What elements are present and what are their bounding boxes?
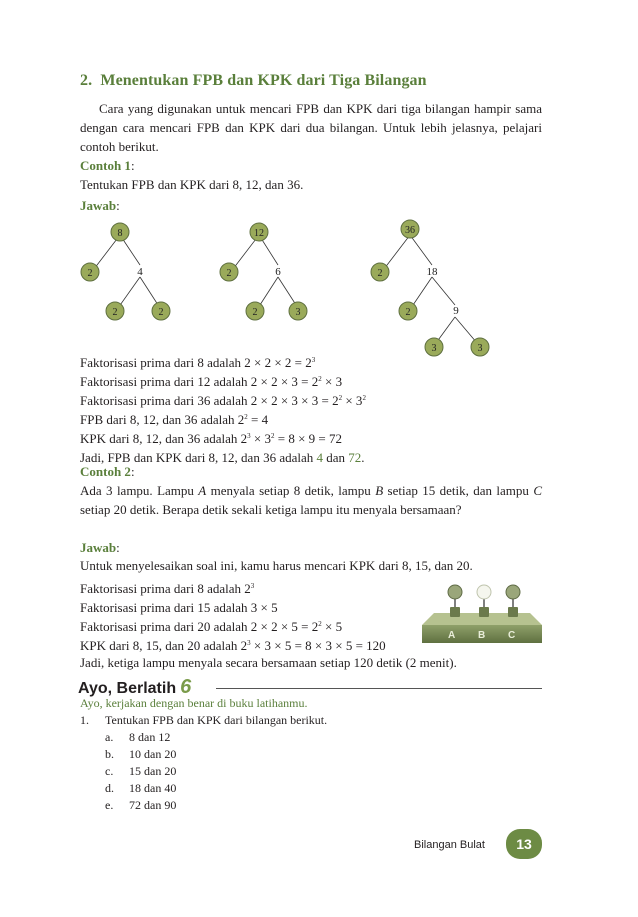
list-item: d. 18 dan 40 xyxy=(105,781,177,795)
tree12-prime-node xyxy=(220,263,238,281)
factorization-20: Faktorisasi prima dari 20 adalah $2 \times 2 \times 5 = 2^2 \times 5$ xyxy=(80,619,343,634)
ayo-subtitle: Ayo, kerjakan dengan benar di buku latihanmu. xyxy=(80,696,308,710)
lamp-label-b: B xyxy=(478,630,486,641)
contoh1-conclusion: Jadi, FPB dan KPK dari 8, 12, dan 36 adalah 4 dan 72. xyxy=(80,450,365,465)
factorization-8: Faktorisasi prima dari 8 adalah $2 \times 2 \times 2 = 2^3$ xyxy=(80,355,316,370)
svg-text:3: 3 xyxy=(431,343,437,354)
lamp-a-icon xyxy=(448,585,462,617)
section-number: 2. xyxy=(80,72,93,89)
svg-text:2: 2 xyxy=(405,307,411,318)
tree8-prime-node xyxy=(81,263,99,281)
exercise-question: Tentukan FPB dan KPK dari bilangan berikut. xyxy=(105,713,328,727)
tree12-prime-node xyxy=(289,302,307,320)
svg-text:2: 2 xyxy=(112,307,118,318)
contoh2-instruction: Untuk menyelesaikan soal ini, kamu harus mencari KPK dari 8, 15, dan 20. xyxy=(80,558,473,573)
list-item: c. 15 dan 20 xyxy=(105,764,177,778)
list-item: e. 72 dan 90 xyxy=(105,798,177,812)
factorization-8: Faktorisasi prima dari 8 adalah $2^3$ xyxy=(80,581,255,596)
fpb-result: FPB dari 8, 12, dan 36 adalah $2^2 = 4$ xyxy=(80,412,269,427)
factorization-36: Faktorisasi prima dari 36 adalah $2 \times 2 \times 3 \times 3 = 2^2 \times 3^2$ xyxy=(80,393,366,408)
svg-text:2: 2 xyxy=(87,268,93,279)
lamp-b-icon xyxy=(477,585,491,617)
svg-text:12: 12 xyxy=(254,228,264,239)
contoh2-question: Ada 3 lampu. Lampu A menyala setiap 8 detik, lampu B setiap 15 detik, dan lampu C setiap 20 detik. Berapa detik sekali ketiga lampu itu menyala bersamaan? xyxy=(80,483,542,517)
lamps-illustration xyxy=(420,577,544,652)
contoh2-jawab: Jawab: xyxy=(80,540,120,555)
lamp-label-a: A xyxy=(448,630,456,641)
contoh2-conclusion: Jadi, ketiga lampu menyala secara bersamaan setiap 120 detik (2 menit). xyxy=(80,655,457,670)
list-item: b. 10 dan 20 xyxy=(105,747,177,761)
tree12-prime-node xyxy=(246,302,264,320)
section-heading xyxy=(80,72,427,90)
lamp-c-icon xyxy=(506,585,520,617)
contoh2-solution xyxy=(80,579,420,655)
exercise-items xyxy=(105,729,176,814)
page-number: 13 xyxy=(506,829,542,859)
book-title: Bilangan Bulat xyxy=(414,839,485,851)
svg-text:2: 2 xyxy=(158,307,164,318)
ayo-number: 6 xyxy=(180,676,192,698)
section-title: Menentukan FPB dan KPK dari Tiga Bilangan xyxy=(100,72,427,89)
tree36-prime-node xyxy=(371,263,389,281)
tree36-root-node xyxy=(401,220,419,238)
factorization-12: Faktorisasi prima dari 12 adalah $2 \times 2 \times 3 = 2^2 \times 3$ xyxy=(80,374,343,389)
svg-text:2: 2 xyxy=(252,307,258,318)
ayo-divider xyxy=(216,688,542,689)
lamp-label-c: C xyxy=(508,630,516,641)
exercise-number: 1. xyxy=(80,713,89,727)
tree8-composite: 4 xyxy=(137,266,143,278)
contoh1-label: Contoh 1: xyxy=(80,158,135,173)
tree8-prime-node xyxy=(106,302,124,320)
ayo-title: Ayo, Berlatih xyxy=(78,680,177,697)
exercise-1 xyxy=(80,712,327,729)
contoh1-solution xyxy=(80,353,500,467)
svg-text:3: 3 xyxy=(295,307,301,318)
tree12-root-node xyxy=(250,223,268,241)
tree36-composite: 9 xyxy=(453,305,459,317)
svg-text:8: 8 xyxy=(117,228,123,239)
tree8-prime-node xyxy=(152,302,170,320)
tree12-composite: 6 xyxy=(275,266,281,278)
svg-text:2: 2 xyxy=(226,268,232,279)
factorization-15: Faktorisasi prima dari 15 adalah 3 × 5 xyxy=(80,600,278,615)
kpk-result: KPK dari 8, 15, dan 20 adalah $2^3 \times 3 \times 5 = 8 \times 3 \times 5 = 120$ xyxy=(80,638,386,653)
tree36-composite: 18 xyxy=(426,266,438,278)
factor-tree-8 xyxy=(81,223,170,320)
kpk-result: KPK dari 8, 12, dan 36 adalah $2^3 \times 3^2 = 8 \times 9 = 72$ xyxy=(80,431,343,446)
svg-text:36: 36 xyxy=(405,225,415,236)
list-item: a. 8 dan 12 xyxy=(105,730,171,744)
intro-paragraph: Cara yang digunakan untuk mencari FPB dan KPK dari tiga bilangan hampir sama dengan cara mencari FPB dan KPK dari dua bilangan. Untuk lebih jelasnya, pelajari contoh berikut. xyxy=(80,101,542,154)
contoh2-label: Contoh 2: xyxy=(80,464,135,479)
factor-trees xyxy=(78,215,508,360)
tree8-root-node xyxy=(111,223,129,241)
svg-text:2: 2 xyxy=(377,268,383,279)
svg-text:3: 3 xyxy=(477,343,483,354)
contoh1-jawab: Jawab: xyxy=(80,198,120,213)
factor-tree-36 xyxy=(371,220,489,356)
tree36-prime-node xyxy=(399,302,417,320)
factor-tree-12 xyxy=(220,223,307,320)
contoh1-question: Tentukan FPB dan KPK dari 8, 12, dan 36. xyxy=(80,177,304,192)
